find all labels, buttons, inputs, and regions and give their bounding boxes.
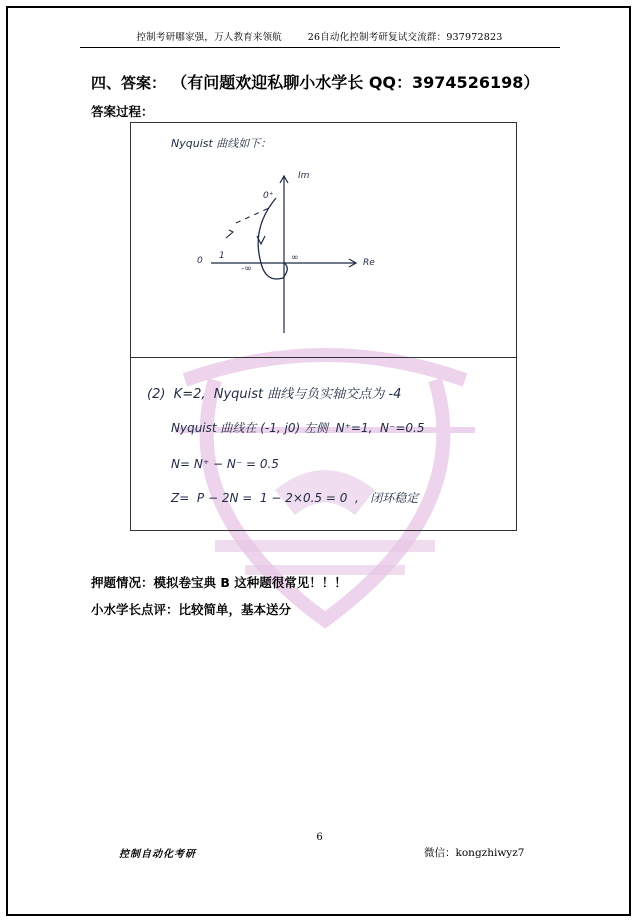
- page-number: 6: [316, 832, 323, 843]
- solution-line-2: Nyquist 曲线在 (-1, j0) 左侧 N⁺=1, N⁻=0.5: [171, 421, 425, 435]
- contact-note: （有问题欢迎私聊小水学长 QQ：3974526198）: [171, 73, 540, 92]
- solution-line-3: N= N⁺ − N⁻ = 0.5: [171, 457, 279, 471]
- label-inf: ∞: [291, 253, 299, 263]
- nyquist-plot: [191, 168, 371, 338]
- page-header: 控制考研哪家强，万人教育来领航 26自动化控制考研复试交流群：937972823: [136, 32, 503, 43]
- nyquist-heading: Nyquist 曲线如下：: [171, 137, 272, 150]
- label-neg-inf: -∞: [241, 264, 252, 274]
- solution-divider: [131, 357, 516, 358]
- header-rule: [80, 47, 560, 48]
- axis-im-label: Im: [298, 171, 310, 181]
- label-one: 1: [219, 251, 225, 261]
- axis-re-label: Re: [363, 258, 375, 268]
- solution-image: [130, 122, 517, 531]
- answer-label: 答案过程：: [91, 104, 154, 119]
- label-zero: 0: [197, 256, 203, 266]
- small-arrow: [226, 230, 233, 238]
- solution-line-1: (2) K=2, Nyquist 曲线与负实轴交点为 -4: [147, 387, 402, 402]
- review-note: 小水学长点评：比较简单，基本送分: [91, 602, 292, 617]
- nyquist-curve: [258, 198, 287, 279]
- prediction-note: 押题情况：模拟卷宝典 B 这种题很常见！！！: [91, 575, 347, 590]
- footer-left: 控制自动化考研: [119, 849, 196, 860]
- section-title: [91, 70, 539, 93]
- solution-line-4: Z= P − 2N = 1 − 2×0.5 = 0 , 闭环稳定: [171, 491, 419, 505]
- label-zero-plus: 0⁺: [263, 191, 274, 201]
- footer-right: 微信：kongzhiwyz7: [424, 847, 525, 859]
- section-title-label: 四、答案：: [91, 74, 167, 92]
